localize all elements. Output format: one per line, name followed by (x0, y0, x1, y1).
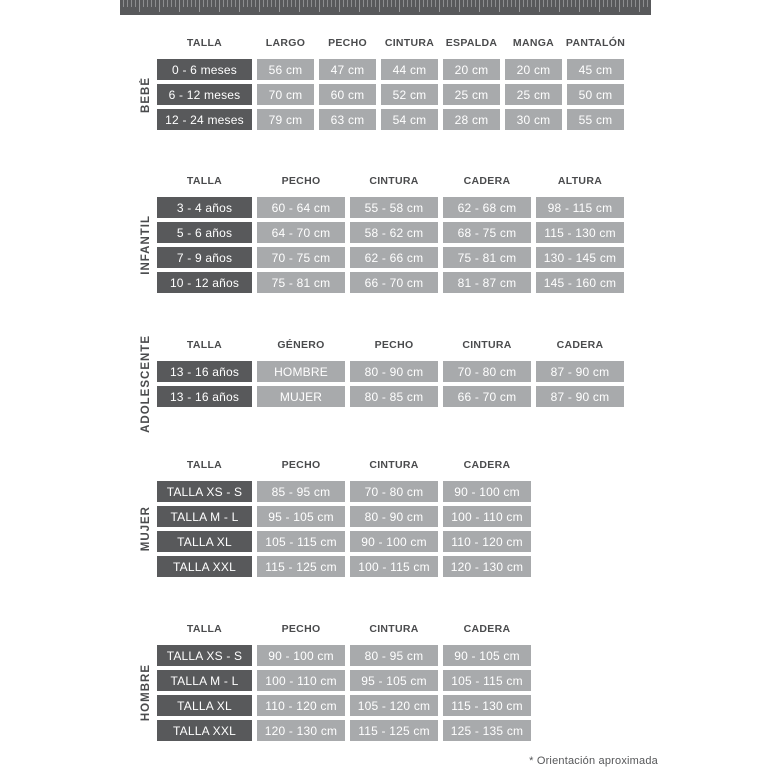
column-header: TALLA (186, 175, 223, 187)
measurement-cell: 115 - 130 cm (443, 695, 531, 716)
measurement-cell: 56 cm (257, 59, 314, 80)
measurement-cell: 115 - 125 cm (257, 556, 345, 577)
measurement-cell: 60 cm (319, 84, 376, 105)
measurement-cell: 45 cm (567, 59, 624, 80)
size-label-cell: TALLA XS - S (157, 481, 252, 502)
measurement-cell: 87 - 90 cm (536, 361, 624, 382)
column-header: LARGO (265, 37, 306, 49)
measurement-cell: 55 - 58 cm (350, 197, 438, 218)
measurement-cell: 63 cm (319, 109, 376, 130)
measurement-cell: 20 cm (443, 59, 500, 80)
measurement-cell: 80 - 95 cm (350, 645, 438, 666)
section-label-infantil (138, 197, 154, 293)
column-header: GÉNERO (277, 339, 325, 351)
column-header: PECHO (281, 459, 321, 471)
size-label-cell: TALLA XL (157, 695, 252, 716)
size-table-hombre (157, 623, 531, 741)
measurement-cell: 98 - 115 cm (536, 197, 624, 218)
column-header: PECHO (328, 37, 367, 49)
measurement-cell: 25 cm (505, 84, 562, 105)
measurement-cell: 44 cm (381, 59, 438, 80)
measurement-cell: 52 cm (381, 84, 438, 105)
measurement-cell: 66 - 70 cm (443, 386, 531, 407)
column-header: CADERA (463, 623, 511, 635)
size-label-cell: TALLA XS - S (157, 645, 252, 666)
column-header: CINTURA (462, 339, 512, 351)
size-label-cell: 3 - 4 años (157, 197, 252, 218)
section-label-text: INFANTIL (140, 215, 152, 275)
section-label-text: ADOLESCENTE (140, 334, 152, 433)
measurement-cell: 68 - 75 cm (443, 222, 531, 243)
size-label-cell: TALLA XXL (157, 556, 252, 577)
measurement-cell: 80 - 85 cm (350, 386, 438, 407)
measurement-cell: 25 cm (443, 84, 500, 105)
measurement-cell: 105 - 115 cm (257, 531, 345, 552)
measurement-cell: 75 - 81 cm (443, 247, 531, 268)
size-label-cell: 12 - 24 meses (157, 109, 252, 130)
measurement-cell: 70 - 80 cm (350, 481, 438, 502)
measurement-cell: 90 - 100 cm (443, 481, 531, 502)
measurement-cell: 54 cm (381, 109, 438, 130)
section-label-hombre (138, 645, 154, 741)
measurement-cell: 64 - 70 cm (257, 222, 345, 243)
measurement-cell: 105 - 120 cm (350, 695, 438, 716)
measurement-cell: 120 - 130 cm (257, 720, 345, 741)
measurement-cell: 100 - 110 cm (443, 506, 531, 527)
measurement-cell: 66 - 70 cm (350, 272, 438, 293)
column-header: TALLA (186, 623, 223, 635)
measurement-cell: 90 - 100 cm (257, 645, 345, 666)
column-header: PANTALÓN (565, 37, 626, 49)
section-label-mujer (138, 481, 154, 577)
measurement-cell: 115 - 130 cm (536, 222, 624, 243)
measurement-cell: 125 - 135 cm (443, 720, 531, 741)
measurement-cell: 70 cm (257, 84, 314, 105)
section-label-adolescente (138, 334, 154, 433)
size-table-bebe (157, 37, 624, 130)
column-header: ALTURA (557, 175, 603, 187)
measurement-cell: 85 - 95 cm (257, 481, 345, 502)
measurement-cell: 79 cm (257, 109, 314, 130)
footnote: * Orientación aproximada (529, 755, 658, 767)
measurement-cell: 62 - 66 cm (350, 247, 438, 268)
column-header: PECHO (374, 339, 414, 351)
column-header: CINTURA (369, 175, 419, 187)
section-label-bebe (138, 59, 154, 131)
size-label-cell: 10 - 12 años (157, 272, 252, 293)
measurement-cell: 20 cm (505, 59, 562, 80)
measurement-cell: 145 - 160 cm (536, 272, 624, 293)
measurement-cell: 100 - 115 cm (350, 556, 438, 577)
measurement-cell: 87 - 90 cm (536, 386, 624, 407)
measurement-cell: 90 - 100 cm (350, 531, 438, 552)
size-label-cell: TALLA M - L (157, 506, 252, 527)
size-label-cell: TALLA XL (157, 531, 252, 552)
column-header: ESPALDA (445, 37, 498, 49)
measurement-cell: 28 cm (443, 109, 500, 130)
section-label-text: HOMBRE (140, 664, 152, 722)
measurement-cell: 62 - 68 cm (443, 197, 531, 218)
column-header: TALLA (186, 37, 223, 49)
measurement-cell: 47 cm (319, 59, 376, 80)
section-label-text: BEBÉ (140, 77, 152, 113)
column-header: CINTURA (384, 37, 435, 49)
measurement-cell: 80 - 90 cm (350, 506, 438, 527)
size-label-cell: 13 - 16 años (157, 361, 252, 382)
column-header: CADERA (463, 459, 511, 471)
measurement-cell: 50 cm (567, 84, 624, 105)
measurement-cell: 110 - 120 cm (257, 695, 345, 716)
size-label-cell: 5 - 6 años (157, 222, 252, 243)
column-header: MANGA (512, 37, 555, 49)
measuring-tape-ruler-graphic (120, 0, 651, 15)
size-table-infantil (157, 175, 624, 293)
column-header: PECHO (281, 175, 321, 187)
size-table-adolescente (157, 339, 624, 407)
measurement-cell: 75 - 81 cm (257, 272, 345, 293)
size-label-cell: TALLA M - L (157, 670, 252, 691)
measurement-cell: 81 - 87 cm (443, 272, 531, 293)
measurement-cell: 115 - 125 cm (350, 720, 438, 741)
size-label-cell: 0 - 6 meses (157, 59, 252, 80)
section-label-text: MUJER (140, 506, 152, 552)
measurement-cell: 80 - 90 cm (350, 361, 438, 382)
measurement-cell: 60 - 64 cm (257, 197, 345, 218)
column-header: TALLA (186, 459, 223, 471)
size-table-mujer (157, 459, 531, 577)
measurement-cell: 58 - 62 cm (350, 222, 438, 243)
measurement-cell: 55 cm (567, 109, 624, 130)
measurement-cell: 70 - 80 cm (443, 361, 531, 382)
measurement-cell: MUJER (257, 386, 345, 407)
measurement-cell: 30 cm (505, 109, 562, 130)
size-label-cell: TALLA XXL (157, 720, 252, 741)
measurement-cell: 120 - 130 cm (443, 556, 531, 577)
column-header: CADERA (463, 175, 511, 187)
measurement-cell: 95 - 105 cm (257, 506, 345, 527)
measurement-cell: HOMBRE (257, 361, 345, 382)
size-label-cell: 13 - 16 años (157, 386, 252, 407)
measurement-cell: 100 - 110 cm (257, 670, 345, 691)
measurement-cell: 110 - 120 cm (443, 531, 531, 552)
measurement-cell: 130 - 145 cm (536, 247, 624, 268)
column-header: PECHO (281, 623, 321, 635)
column-header: CINTURA (369, 623, 419, 635)
measurement-cell: 90 - 105 cm (443, 645, 531, 666)
size-label-cell: 6 - 12 meses (157, 84, 252, 105)
measurement-cell: 70 - 75 cm (257, 247, 345, 268)
measurement-cell: 105 - 115 cm (443, 670, 531, 691)
size-label-cell: 7 - 9 años (157, 247, 252, 268)
column-header: CADERA (556, 339, 604, 351)
measurement-cell: 95 - 105 cm (350, 670, 438, 691)
column-header: CINTURA (369, 459, 419, 471)
column-header: TALLA (186, 339, 223, 351)
